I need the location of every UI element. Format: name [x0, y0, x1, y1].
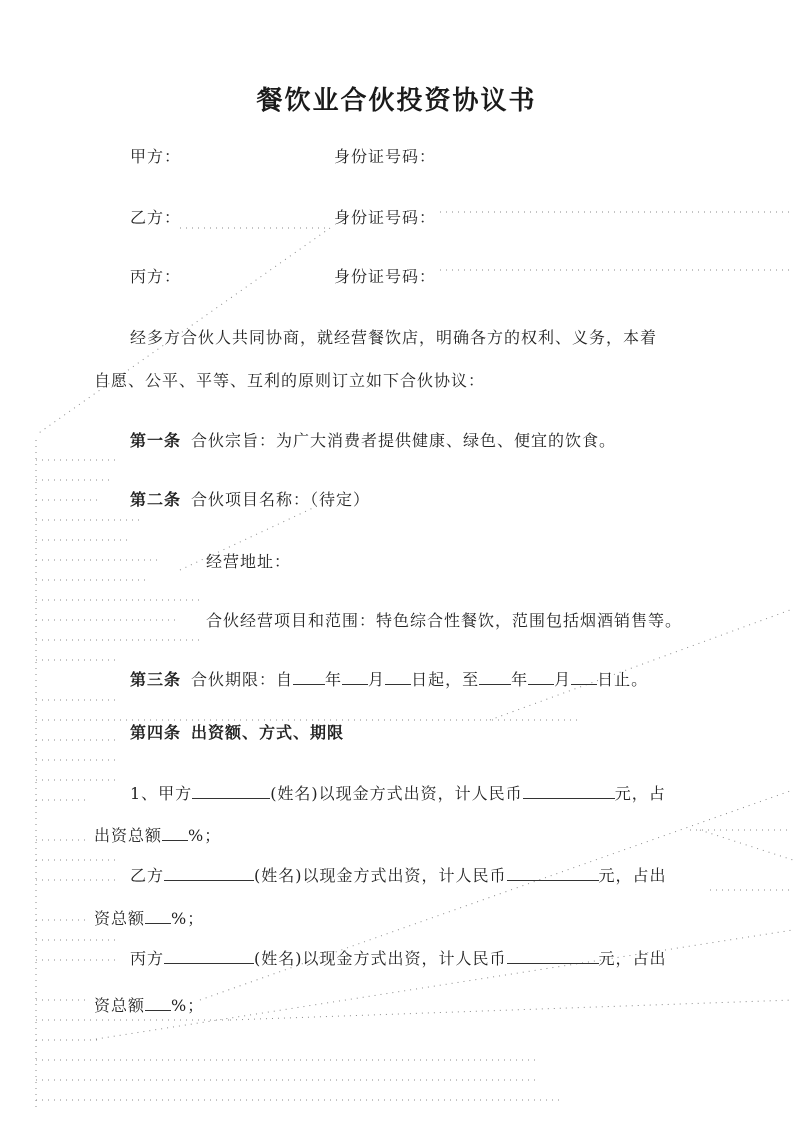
contribution-c-mid: (姓名)以现金方式出资，计人民币 [254, 949, 507, 968]
party-a-name-blank[interactable] [192, 782, 270, 799]
end-month-blank[interactable] [528, 668, 554, 685]
party-b-amount-blank[interactable] [507, 864, 599, 881]
contribution-c-total: 资总额 [94, 996, 146, 1015]
contribution-c-prefix: 丙方 [130, 949, 165, 968]
party-c-row [130, 266, 181, 288]
intro-line-1: 经多方合伙人共同协商，就经营餐饮店，明确各方的权利、义务，本着 [130, 328, 658, 347]
end-year-blank[interactable] [479, 668, 511, 685]
contribution-c-cont [94, 994, 204, 1017]
contribution-a-yuan: 元，占 [614, 784, 666, 803]
article-3-heading: 第三条 [130, 670, 182, 689]
year-label-1: 年 [325, 670, 343, 689]
party-a-amount-blank[interactable] [523, 782, 615, 799]
contribution-a [130, 782, 666, 805]
party-c-amount-blank[interactable] [507, 947, 599, 964]
party-c-id-label: 身份证号码： [334, 267, 437, 286]
end-day-blank[interactable] [571, 668, 597, 685]
start-label: 日起，至 [411, 670, 480, 689]
party-b-name-blank[interactable] [164, 864, 254, 881]
article-4 [130, 722, 344, 744]
contribution-c-yuan: 元，占出 [598, 949, 667, 968]
month-label-1: 月 [368, 670, 386, 689]
contribution-b-cont [94, 907, 204, 930]
article-2-address: 经营地址： [206, 552, 292, 571]
contribution-a-pct: %； [188, 826, 222, 845]
contribution-b-total: 资总额 [94, 909, 146, 928]
start-year-blank[interactable] [293, 668, 325, 685]
contribution-a-prefix: 1、甲方 [130, 784, 193, 803]
party-b-id [334, 207, 436, 229]
year-label-2: 年 [511, 670, 529, 689]
contribution-a-total: 出资总额 [94, 826, 163, 845]
contribution-c-pct: %； [171, 996, 205, 1015]
party-a-id [334, 146, 436, 168]
contribution-b-pct: %； [171, 909, 205, 928]
article-3 [130, 668, 648, 691]
article-2-text: 合伙项目名称：（待定） [191, 490, 371, 509]
party-b-label: 乙方： [130, 208, 182, 227]
contribution-b-prefix: 乙方 [130, 866, 165, 885]
start-day-blank[interactable] [385, 668, 411, 685]
contribution-b [130, 864, 667, 887]
contribution-b-yuan: 元，占出 [598, 866, 667, 885]
party-a-id-label: 身份证号码： [334, 147, 437, 166]
article-2-scope: 合伙经营项目和范围：特色综合性餐饮，范围包括烟酒销售等。 [206, 611, 683, 630]
month-label-2: 月 [554, 670, 572, 689]
article-4-text: 出资额、方式、期限 [191, 723, 345, 742]
party-c-id [334, 266, 436, 288]
party-a-row [130, 146, 181, 168]
party-c-percent-blank[interactable] [145, 994, 171, 1011]
contribution-a-mid: (姓名)以现金方式出资，计人民币 [270, 784, 523, 803]
article-2-heading: 第二条 [130, 490, 182, 509]
contribution-b-mid: (姓名)以现金方式出资，计人民币 [254, 866, 507, 885]
article-1-heading: 第一条 [130, 431, 182, 450]
party-c-label: 丙方： [130, 267, 182, 286]
intro-line-2: 自愿、公平、平等、互利的原则订立如下合伙协议： [94, 371, 486, 390]
contribution-c [130, 947, 667, 970]
page-title: 餐饮业合伙投资协议书 [256, 86, 537, 116]
article-2 [130, 489, 370, 511]
party-a-percent-blank[interactable] [162, 824, 188, 841]
start-month-blank[interactable] [342, 668, 368, 685]
party-b-percent-blank[interactable] [145, 907, 171, 924]
end-label: 日止。 [597, 670, 649, 689]
party-a-label: 甲方： [130, 147, 182, 166]
contribution-a-cont [94, 824, 221, 847]
article-1-text: 合伙宗旨：为广大消费者提供健康、绿色、便宜的饮食。 [191, 431, 617, 450]
party-b-row [130, 207, 181, 229]
party-b-id-label: 身份证号码： [334, 208, 437, 227]
article-1 [130, 430, 616, 452]
article-3-text: 合伙期限：自 [191, 670, 294, 689]
party-c-name-blank[interactable] [164, 947, 254, 964]
article-4-heading: 第四条 [130, 723, 182, 742]
